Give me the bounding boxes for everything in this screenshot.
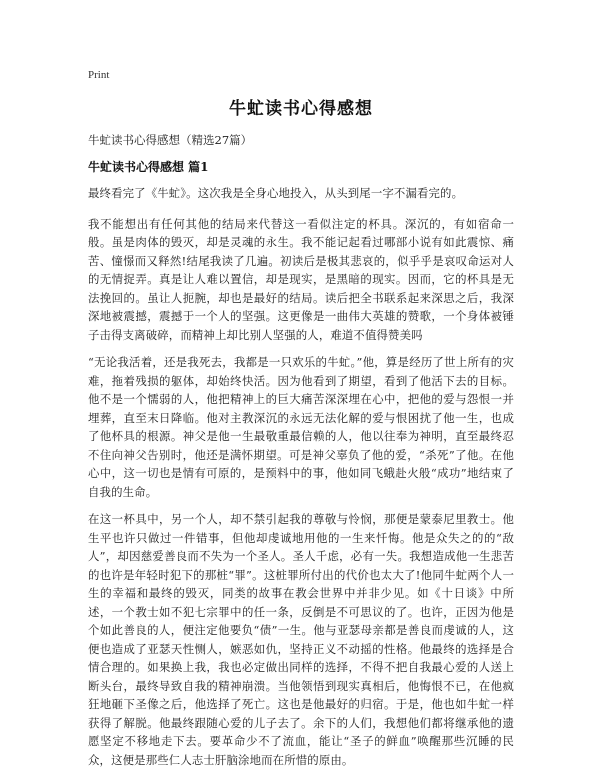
paragraph: 我不能想出有任何其他的结局来代替这一看似注定的杯具。深沉的，有如宿命一般。虽是肉体的毁灭，却是灵魂的永生。我不能记起看过哪部小说有如此震惊、痛苦、憧憬而又释然!结尾我读了几遍。初读后是极其悲哀的，似乎乎是哀叹命运对人的无情捉弄。真是让人难以置信，却是现实，是黑暗的现实。因而，它的杯具是无法挽回的。虽让人扼腕，却也是最好的结局。读后把全书联系起来深思之后，我深深地被震撼，震撼于一个人的坚强。这更像是一曲伟大英雄的赞歌，一个身体被锤子击得支离破碎，而精神上却比别人坚强的人，难道不值得赞美吗 [88, 216, 514, 342]
paragraph: 最终看完了《牛虻》。这次我是全身心地投入，从头到尾一字不漏看完的。 [88, 186, 464, 200]
paragraph: 在这一杯具中，另一个人，却不禁引起我的尊敬与怜悯，那便是蒙泰尼里教士。他生平也许只做过一件错事，但他却虔诚地用他的一生来忏悔。他是众失之的的“敌人”，却因慈爱善良而不失为一个圣人。圣人千虑，必有一失。我想造成他一生悲苦的也许是年轻时犯下的那桩“罪”。这桩罪所付出的代价也太大了!他同牛虻两个人一生的幸福和最终的毁灭，同类的故事在教会世界中并非少见。如《十日谈》中所述，一个教士如不犯七宗罪中的任一条，反倒是不可思议的了。也许，正因为他是个如此善良的人，便注定他要负“债”一生。他与亚瑟母亲都是善良而虔诚的人，这便也造成了亚瑟天性恻人，嫉恶如仇，坚持正义不动摇的性格。他最终的选择是合情合理的。如果换上我，我也必定做出同样的选择，不得不把自我最心爱的人送上断头台，最终导致自我的精神崩溃。当他领悟到现实真相后，他悔恨不已，在他疯狂地砸下圣像之后，他选择了死亡。这也是他最好的归宿。于是，他也如牛虻一样获得了解脱。他最终跟随心爱的儿子去了。余下的人们，我想他们都将继承他的遗愿坚定不移地走下去。要革命少不了流血，能让“圣子的鲜血”唤醒那些沉睡的民众，这便是那些仁人志士肝脑涂地而在所惜的原由。 [88, 512, 514, 767]
paragraph: “无论我活着，还是我死去，我都是一只欢乐的牛虻。”他，算是经历了世上所有的灾难，拖着残损的躯体，却始终快活。因为他看到了期望，看到了他活下去的目标。他不是一个懦弱的人，他把精神上的巨大痛苦深深埋在心中，把他的爱与怨恨一并埋葬，直至末日降临。他对主教深沉的永远无法化解的爱与恨困扰了他一生，也成了他杯具的根源。神父是他一生最敬重最信赖的人，他以往奉为神明，直至最终忍不住向神父告别时，他还是满怀期望。可是神父辜负了他的爱，“杀死”了他。在他心中，这一切也是情有可原的，是预料中的事，他如同飞蛾赴火般“成功”地结束了自我的生命。 [88, 355, 514, 499]
article-body [88, 184, 514, 778]
print-link[interactable]: Print [88, 69, 110, 81]
document-subtitle: 牛虻读书心得感想（精选27篇） [88, 133, 253, 147]
section-heading: 牛虻读书心得感想 篇1 [88, 160, 209, 174]
page-title: 牛虻读书心得感想 [229, 99, 373, 119]
